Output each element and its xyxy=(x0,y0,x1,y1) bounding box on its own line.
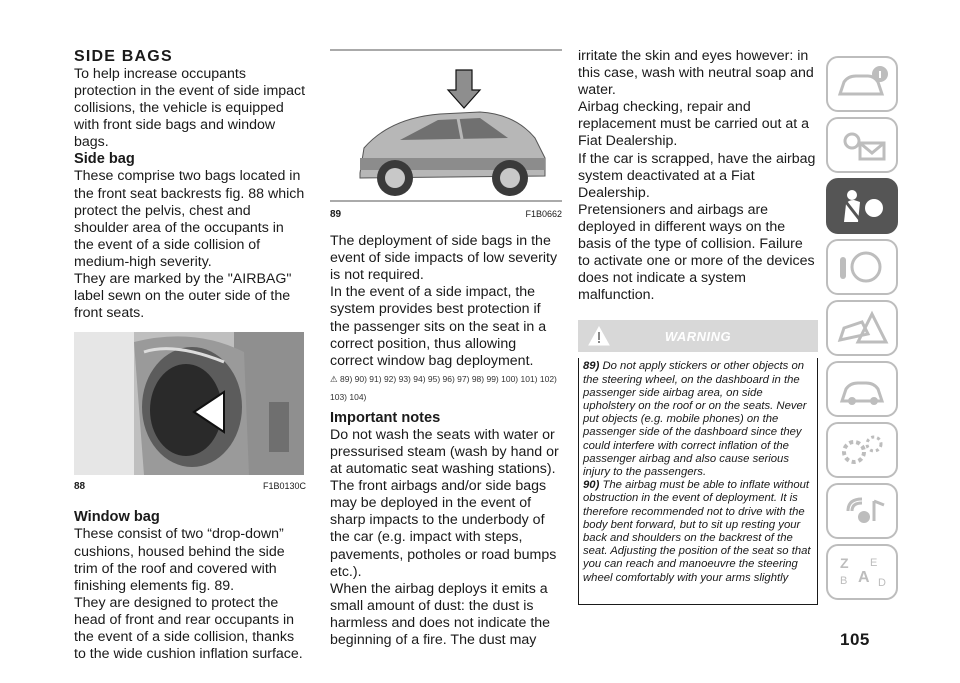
svg-text:Z: Z xyxy=(840,555,849,571)
tab-safety[interactable] xyxy=(826,178,898,234)
column-2 xyxy=(330,48,562,649)
references-list: 89) 90) 91) 92) 93) 94) 95) 96) 97) 98) 99) 100) 101) 102) 103) 104) xyxy=(330,373,557,402)
figure-89-code: F1B0662 xyxy=(525,209,562,219)
col2-paragraph-5: When the airbag deploys it emits a small amount of dust: the dust is harmless and does not indicate the beginning of a fire. The dust may xyxy=(330,580,551,648)
tab-technical-data[interactable] xyxy=(826,422,898,478)
window-bag-paragraph-2: They are designed to protect the head of front and rear occupants in the event of a side collision, thanks to the wide cushion inflation surface. xyxy=(74,594,303,663)
page-number: 105 xyxy=(840,630,870,649)
svg-text:D: D xyxy=(878,577,886,589)
important-notes-heading: Important notes xyxy=(330,409,441,426)
seat-side-bag-illustration xyxy=(74,332,304,475)
warning-box xyxy=(578,320,818,605)
tab-car-info[interactable] xyxy=(826,56,898,112)
car-window-bag-illustration xyxy=(330,48,562,203)
figure-89-caption xyxy=(330,206,562,223)
col2-paragraph-2: In the event of a side impact, the system provides best protection if the passenger sits on the seat in a correct position, thus allowing correct window bag deployment. xyxy=(330,284,547,369)
tab-service[interactable] xyxy=(826,361,898,417)
warning-89-number: 89) xyxy=(583,360,600,373)
side-bag-paragraph-2: They are marked by the "AIRBAG" label sewn on the outer side of the front seats. xyxy=(74,271,292,322)
warning-90-text: The airbag must be able to inflate without obstruction in the event of deployment. It is therefore recommended not to drive with the body bent forward, but to sit up resting your back and shoulders on the backrest of the seat. Adjusting the position of the seat so that you can reach and manoeuvre the steering wheel comfortably with your arms slightly xyxy=(583,479,811,584)
steering-key-icon xyxy=(834,247,890,287)
emergency-icon xyxy=(834,308,890,348)
seatbelt-airbag-icon xyxy=(834,186,890,226)
col3-paragraph-2: Airbag checking, repair and replacement must be carried out at a Fiat Dealership. xyxy=(578,99,810,150)
figure-88-code: F1B0130C xyxy=(262,481,306,492)
intro-paragraph: To help increase occupants protection in the event of side impact collisions, the vehicle is equipped with front side bags and window bags. xyxy=(74,66,306,151)
svg-text:B: B xyxy=(840,575,848,587)
warning-triangle-icon xyxy=(588,326,610,346)
warning-89-text: Do not apply stickers or other objects on the steering wheel, on the dashboard in the passenger side airbag area, on side upholstery on the roof or on the seats. Never put objects (e.g. mobile phones) on the passenger side of the dashboard since they could interfere with correct inflation of the passenger airbag and also cause serious injury to the passengers. xyxy=(583,360,807,479)
figure-89-number: 89 xyxy=(330,209,342,220)
tab-index[interactable] xyxy=(826,544,898,600)
tab-multimedia[interactable] xyxy=(826,483,898,539)
figure-88-number: 88 xyxy=(74,481,86,493)
figure-89-car-image xyxy=(330,48,562,203)
down-arrow-icon xyxy=(448,70,480,108)
tab-emergency[interactable] xyxy=(826,300,898,356)
warning-90-number: 90) xyxy=(583,479,600,492)
warning-label: WARNING xyxy=(664,328,732,344)
col3-paragraph-1: irritate the skin and eyes however: in this case, wash with neutral soap and water. xyxy=(578,48,814,99)
index-letters-icon xyxy=(834,552,890,592)
column-1 xyxy=(74,48,306,663)
svg-text:E: E xyxy=(870,557,878,569)
figure-88-caption xyxy=(74,478,306,495)
multimedia-icon xyxy=(834,491,890,531)
col3-paragraph-4: Pretensioners and airbags are deployed in different ways on the basis of the type of collision. Failure to activate one or more of the devices does not indicate a system malfunction. xyxy=(578,201,815,304)
gears-icon xyxy=(834,430,890,470)
column-3 xyxy=(578,48,818,605)
side-bag-heading: Side bag xyxy=(74,151,135,168)
col3-paragraph-3: If the car is scrapped, have the airbag system deactivated at a Fiat Dealership. xyxy=(578,150,816,201)
chapter-tabs xyxy=(826,56,900,605)
car-info-icon xyxy=(834,64,890,104)
col2-paragraph-4: The front airbags and/or side bags may be deployed in the event of sharp impacts to the underbody of the car (e.g. impact with steps, pavements, potholes or road bumps etc.). xyxy=(330,478,557,580)
warning-body xyxy=(578,358,818,605)
tab-lights-warnings[interactable] xyxy=(826,117,898,173)
warning-references xyxy=(330,370,562,406)
sun-envelope-icon xyxy=(834,125,890,165)
window-bag-heading: Window bag xyxy=(74,509,160,526)
warning-header xyxy=(578,320,818,352)
car-wrench-icon xyxy=(834,369,890,409)
figure-88-seat-image xyxy=(74,332,304,475)
small-warning-icon: ⚠ xyxy=(330,373,338,384)
col2-paragraph-1: The deployment of side bags in the event of side impacts of low severity is not required. xyxy=(330,233,558,284)
svg-text:A: A xyxy=(858,569,870,586)
window-bag-paragraph-1: These consist of two “drop-down” cushions, housed behind the side trim of the roof and covered with finishing elements fig. 89. xyxy=(74,526,285,594)
tab-driving[interactable] xyxy=(826,239,898,295)
side-bag-paragraph-1: These comprise two bags located in the front seat backrests fig. 88 which protect the pelvis, chest and shoulder area of the occupants in the event of a side collision of medium-high severity. xyxy=(74,168,305,270)
col2-paragraph-3: Do not wash the seats with water or pressurised steam (wash by hand or at automatic seat washing stations). xyxy=(330,426,559,478)
section-title: SIDE BAGS xyxy=(74,48,173,65)
